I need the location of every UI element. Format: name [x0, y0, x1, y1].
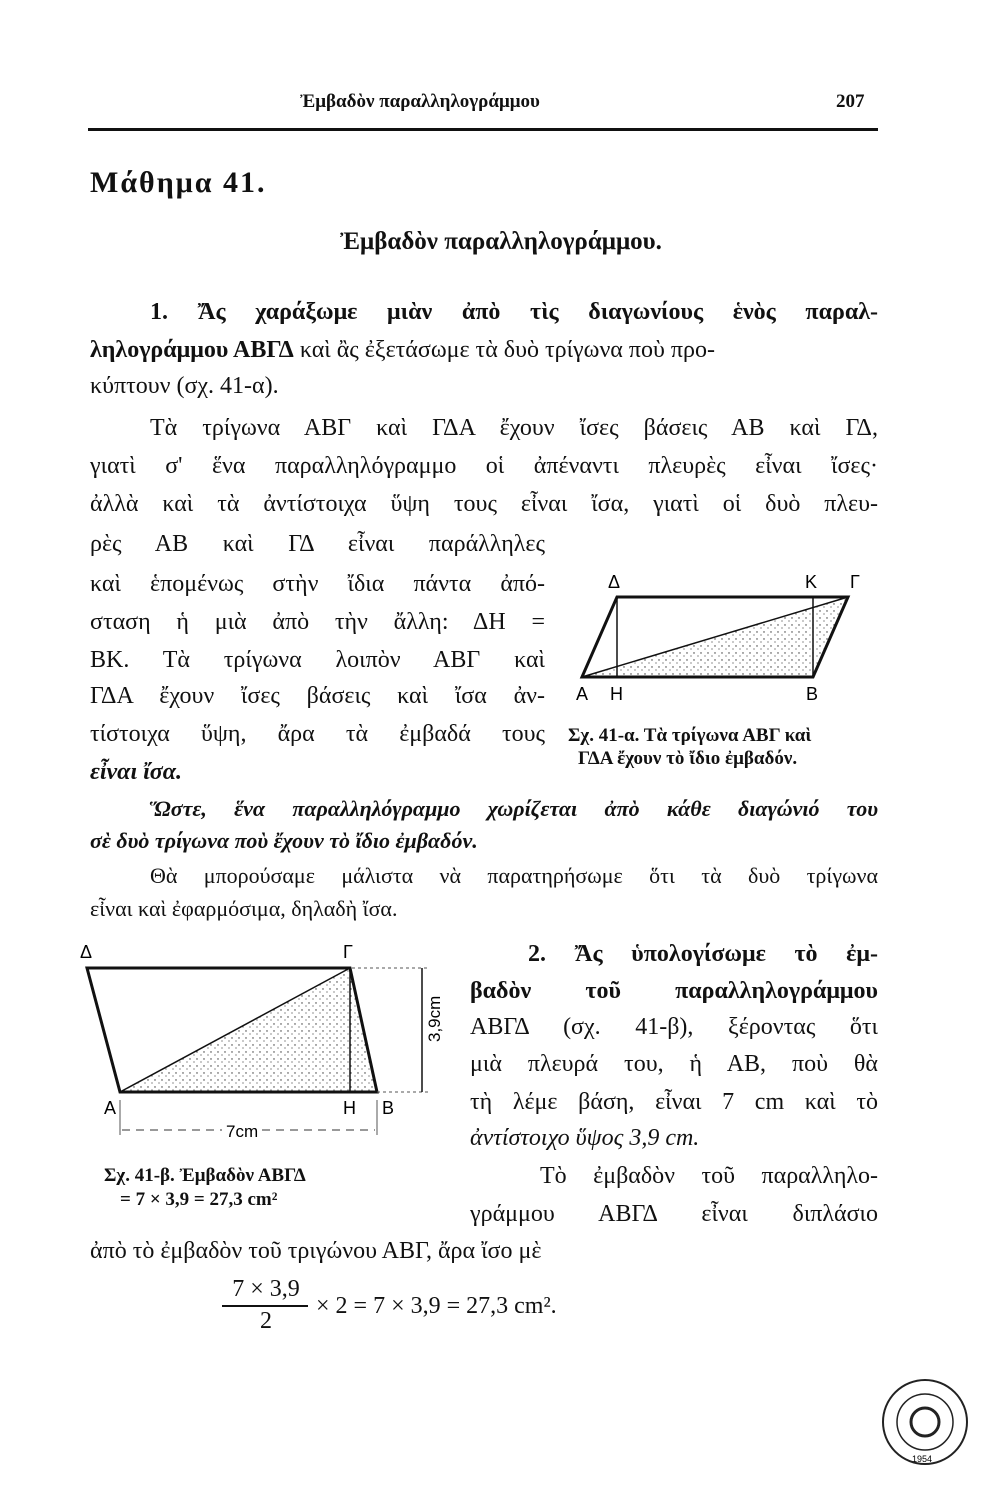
figure-a-caption-2: ΓΔΑ ἔχουν τὸ ἴδιο ἐμβαδόν. [578, 748, 798, 769]
running-title: Ἐμβαδὸν παραλληλογράμμου [300, 91, 540, 112]
para1-bold: ληλογράμμου ΑΒΓΔ [90, 337, 294, 363]
para2-line: σταση ἡ μιὰ ἀπὸ τὴν ἄλλη: ΔΗ = [90, 609, 545, 635]
label-d: Δ [608, 572, 621, 592]
section2-line: ΑΒΓΔ (σχ. 41-β), ξέροντας ὅτι [470, 1014, 878, 1040]
para1-line3: κύπτουν (σχ. 41-α). [90, 373, 279, 399]
formula-numerator: 7 × 3,9 [232, 1276, 300, 1302]
section2-line: ἀπὸ τὸ ἐμβαδὸν τοῦ τριγώνου ΑΒΓ, ἄρα ἴσο μὲ [90, 1238, 542, 1264]
section2-line: 2. Ἄς ὑπολογίσωμε τὸ ἐμ- [528, 941, 878, 967]
label-k: Κ [805, 572, 818, 592]
seal-year: 1954 [912, 1454, 933, 1464]
para2-line: εἶναι ἴσα. [90, 759, 182, 785]
label-h: Η [343, 1098, 356, 1118]
figure-b-caption-2: = 7 × 3,9 = 27,3 cm² [120, 1189, 278, 1210]
section2-line: ἀντίστοιχο ὕψος 3,9 cm. [470, 1125, 700, 1151]
conclusion-line: Ὥστε, ἕνα παραλληλόγραμμο χωρίζεται ἀπὸ κάθε διαγώνιό του [150, 796, 878, 821]
remark-line: εἶναι καὶ ἐφαρμόσιμα, δηλαδὴ ἴσα. [90, 896, 398, 921]
para1-line1: 1. Ἄς χαράξωμε μιὰν ἀπὸ τὶς διαγωνίους ἑνὸς παραλ- [150, 299, 878, 325]
label-g: Γ [850, 572, 860, 592]
section2-line: Τὸ ἐμβαδὸν τοῦ παραλληλο- [540, 1163, 878, 1189]
section2-line: γράμμου ΑΒΓΔ εἶναι διπλάσιο [470, 1201, 878, 1227]
page-number: 207 [836, 91, 865, 112]
base-label: 7cm [226, 1122, 259, 1141]
para2-line: γιατὶ σ' ἕνα παραλληλόγραμμο οἱ ἀπέναντι πλευρὲς εἶναι ἴσες· [90, 453, 878, 479]
section2-line: τὴ λέμε βάση, εἶναι 7 cm καὶ τὸ [470, 1089, 878, 1115]
section2-line: βαδὸν τοῦ παραλληλογράμμου [470, 978, 878, 1004]
para2-line: καὶ ἑπομένως στὴν ἴδια πάντα ἀπό- [90, 571, 545, 597]
formula-rest: × 2 = 7 × 3,9 = 27,3 cm². [316, 1293, 557, 1319]
lesson-title: Μάθημα 41. [90, 166, 267, 199]
label-a: Α [104, 1098, 117, 1118]
foundation-seal [883, 1380, 967, 1464]
label-b: Β [806, 684, 819, 704]
formula-denominator: 2 [260, 1308, 272, 1334]
para2-line: ρὲς ΑΒ καὶ ΓΔ εἶναι παράλληλες [90, 531, 545, 557]
figure-b-caption-1: Σχ. 41-β. Ἐμβαδὸν ΑΒΓΔ [104, 1165, 306, 1186]
figure-a-parallelogram [576, 572, 860, 704]
height-label: 3,9cm [425, 995, 444, 1042]
label-b: Β [382, 1098, 395, 1118]
figure-b-parallelogram [80, 942, 444, 1141]
para2-line: ΒΚ. Τὰ τρίγωνα λοιπὸν ΑΒΓ καὶ [90, 647, 545, 673]
figure-a-caption-1: Σχ. 41-α. Τὰ τρίγωνα ΑΒΓ καὶ [568, 725, 812, 746]
label-a: Α [576, 684, 589, 704]
para1-rest: καὶ ἂς ἐξετάσωμε τὰ δυὸ τρίγωνα ποὺ προ- [293, 337, 715, 363]
shaded-triangle-abg [120, 968, 377, 1092]
para2-line: Τὰ τρίγωνα ΑΒΓ καὶ ΓΔΑ ἔχουν ἴσες βάσεις ΑΒ καὶ ΓΔ, [150, 415, 878, 441]
label-d: Δ [80, 942, 93, 962]
remark-line: Θὰ μπορούσαμε μάλιστα νὰ παρατηρήσωμε ὅτι τὰ δυὸ τρίγωνα [150, 863, 878, 888]
conclusion-line: σὲ δυὸ τρίγωνα ποὺ ἔχουν τὸ ἴδιο ἐμβαδόν. [90, 828, 478, 853]
section-heading: Ἐμβαδὸν παραλληλογράμμου. [340, 228, 662, 255]
para2-line: ἀλλὰ καὶ τὰ ἀντίστοιχα ὕψη τους εἶναι ἴσα, γιατὶ οἱ δυὸ πλευ- [90, 491, 878, 517]
label-g: Γ [343, 942, 353, 962]
para2-line: ΓΔΑ ἔχουν ἴσες βάσεις καὶ ἴσα ἀν- [90, 683, 545, 709]
section2-line: μιὰ πλευρά του, ἡ ΑΒ, ποὺ θὰ [470, 1051, 878, 1077]
label-h: Η [610, 684, 623, 704]
para2-line: τίστοιχα ὕψη, ἄρα τὰ ἐμβαδά τους [90, 721, 545, 747]
